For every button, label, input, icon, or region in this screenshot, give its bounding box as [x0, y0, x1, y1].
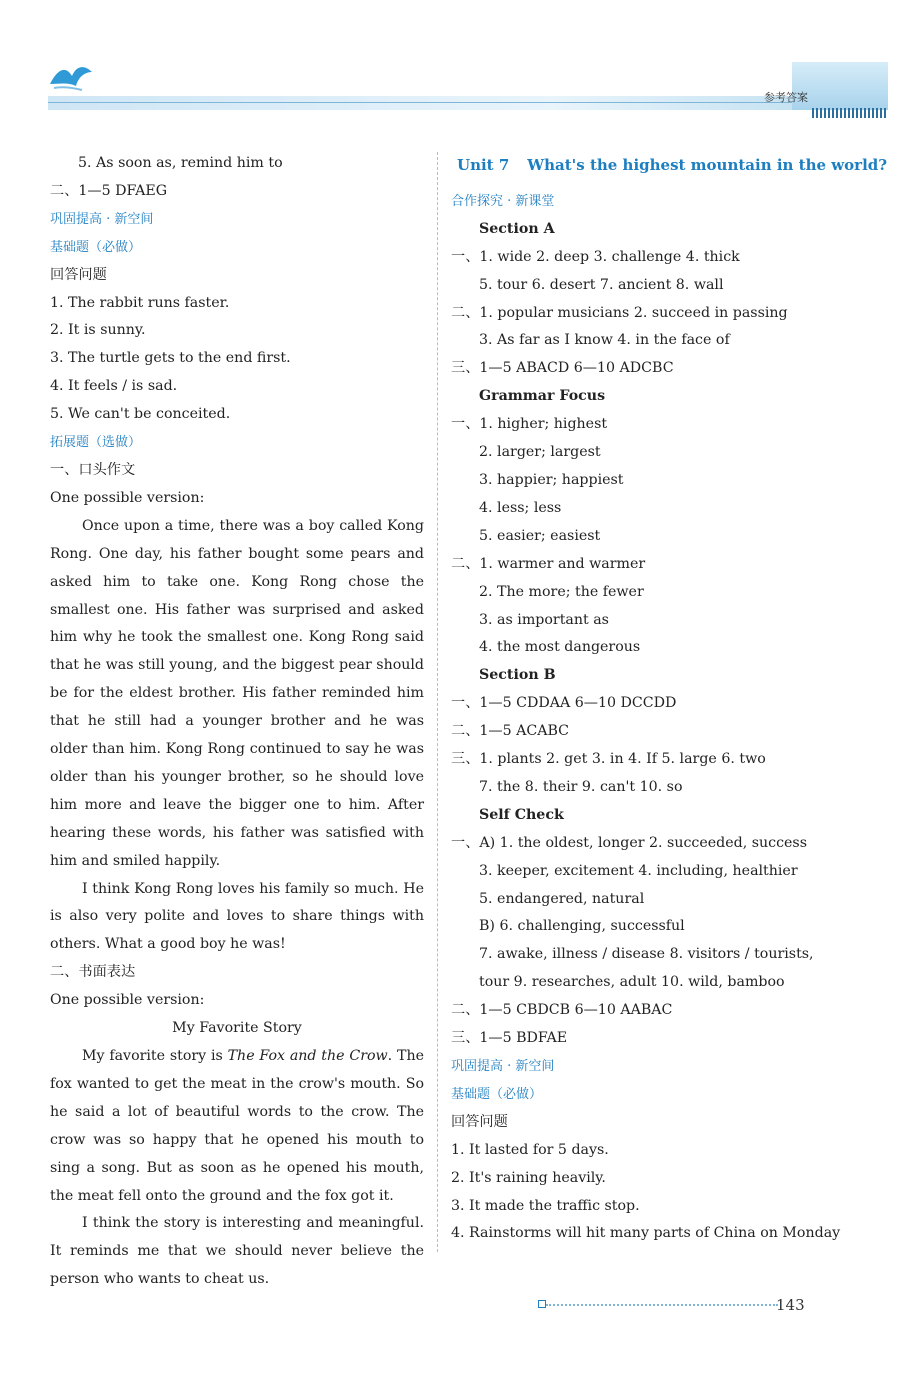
answer-line: 3. The turtle gets to the end first. [50, 350, 291, 367]
answer-line: One possible version: [50, 992, 205, 1009]
answer-line: 二、1. warmer and warmer [451, 555, 646, 572]
page-header [0, 0, 900, 130]
section-heading: Section A [479, 220, 555, 237]
unit-name: What's the highest mountain in the world? [527, 156, 888, 174]
answer-line: 回答问题 [50, 266, 107, 283]
answer-line: 一、1. higher; highest [451, 416, 608, 433]
answer-line: 一、A) 1. the oldest, longer 2. succeeded, success [451, 834, 807, 851]
essay-text: My favorite story is [82, 1048, 228, 1064]
answer-line: 二、1—5 DFAEG [50, 182, 168, 199]
section-heading: Section B [479, 667, 556, 684]
section-heading: Grammar Focus [479, 388, 606, 405]
essay-title: My Favorite Story [172, 1020, 302, 1037]
answer-line: 4. less; less [479, 499, 562, 516]
story-paragraph: I think Kong Rong loves his family so much. He is also very polite and loves to share things with others. What a good boy he was! [50, 880, 424, 953]
page-number: 143 [776, 1296, 805, 1314]
bird-logo-icon [48, 60, 94, 94]
answer-line: 二、1—5 ACABC [451, 723, 570, 740]
answer-line: 三、1—5 ABACD 6—10 ADCBC [451, 360, 674, 377]
unit-title [451, 150, 888, 188]
answer-line: 7. the 8. their 9. can't 10. so [479, 778, 683, 795]
answer-line: B) 6. challenging, successful [479, 918, 685, 935]
answer-line: 2. It's raining heavily. [451, 1169, 606, 1186]
header-ticks [812, 108, 886, 118]
answer-line: 3. keeper, excitement 4. including, healthier [479, 862, 798, 879]
section-heading: 二、书面表达 [50, 964, 136, 981]
answer-line: 3. As far as I know 4. in the face of [479, 332, 730, 349]
answer-line: 5. As soon as, remind him to [78, 155, 283, 171]
section-heading: Self Check [479, 806, 564, 823]
section-heading: 巩固提高 · 新空间 [451, 1059, 555, 1074]
unit-number: Unit 7 [457, 156, 510, 174]
column-divider [437, 152, 438, 1252]
answer-line: 一、1. wide 2. deep 3. challenge 4. thick [451, 248, 740, 265]
answer-line: 一、1—5 CDDAA 6—10 DCCDD [451, 695, 677, 712]
answer-line: 三、1. plants 2. get 3. in 4. If 5. large 6. two [451, 751, 766, 768]
answer-line: One possible version: [50, 489, 205, 506]
answer-line: 2. It is sunny. [50, 322, 146, 339]
answer-line: 三、1—5 BDFAE [451, 1030, 568, 1047]
essay-paragraph: I think the story is interesting and meaningful. It reminds me that we should never believe the person who wants to cheat us. [50, 1215, 424, 1288]
answer-line: 7. awake, illness / disease 8. visitors / tourists, [479, 946, 814, 963]
footer-dotted-rule [546, 1304, 778, 1306]
left-column [50, 150, 424, 1294]
answer-line: 二、1. popular musicians 2. succeed in passing [451, 304, 788, 321]
header-rule [48, 102, 808, 103]
answer-line: 5. endangered, natural [479, 890, 645, 907]
answer-line: 4. Rainstorms will hit many parts of China on Monday [451, 1225, 841, 1242]
answer-line: 4. It feels / is sad. [50, 378, 178, 395]
answer-line: 回答问题 [451, 1113, 508, 1130]
header-bar [48, 96, 888, 110]
answer-line: 4. the most dangerous [479, 639, 641, 656]
story-title: The Fox and the Crow [227, 1048, 388, 1064]
answer-line: 二、1—5 CBDCB 6—10 AABAC [451, 1002, 673, 1019]
section-heading: 巩固提高 · 新空间 [50, 211, 154, 227]
answer-line: 3. happier; happiest [479, 471, 624, 488]
section-heading: 合作探究 · 新课堂 [451, 193, 555, 209]
answer-line: 2. The more; the fewer [479, 583, 644, 600]
answer-line: 5. tour 6. desert 7. ancient 8. wall [479, 276, 724, 293]
subsection-heading: 拓展题（选做） [50, 435, 142, 451]
answer-line: tour 9. researches, adult 10. wild, bamboo [479, 974, 785, 991]
subsection-heading: 基础题（必做） [451, 1086, 543, 1102]
answer-line: 一、口头作文 [50, 461, 136, 478]
story-paragraph: Once upon a time, there was a boy called Kong Rong. One day, his father bought some pears and asked him to take one. Kong Rong chose the smallest one. His father was surprised and asked him why he took the smallest one. Kong Rong said that he was still young, and the biggest pear should be for the eldest brother. His father reminded him that he still had a younger brother and he was older than him. Kong Rong continued to say he was older than his younger brother, so he should love him more and leave the bigger one to him. After hearing these words, his father was satisfied with him and smiled happily. [50, 517, 424, 869]
header-label: 参考答案 [764, 91, 808, 104]
essay-paragraph [50, 1043, 424, 1210]
page-footer [538, 1298, 778, 1310]
essay-text: . The fox wanted to get the meat in the crow's mouth. So he said a lot of beautiful words to the crow. The crow was so happy that he opened his mouth to sing a song. But as soon as he opened his mouth, the meat fell onto the ground and the fox got it. [50, 1048, 424, 1204]
right-column [451, 150, 888, 1248]
answer-line: 1. It lasted for 5 days. [451, 1141, 609, 1158]
answer-line: 2. larger; largest [479, 444, 601, 461]
subsection-heading: 基础题（必做） [50, 239, 142, 255]
answer-line: 5. easier; easiest [479, 527, 601, 544]
answer-line: 1. The rabbit runs faster. [50, 294, 230, 311]
footer-square-icon [538, 1300, 546, 1308]
answer-line: 3. It made the traffic stop. [451, 1197, 640, 1214]
answer-line: 5. We can't be conceited. [50, 406, 231, 423]
answer-line: 3. as important as [479, 611, 609, 628]
